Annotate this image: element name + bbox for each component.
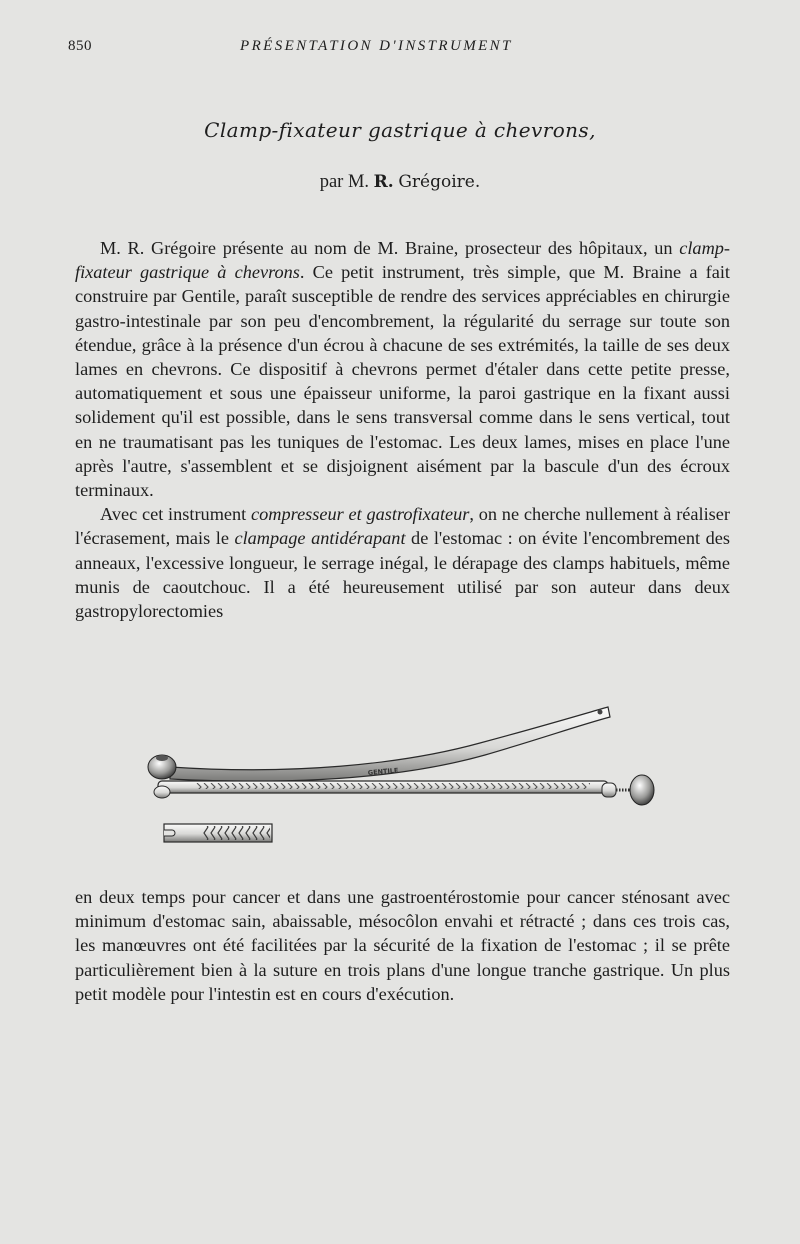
text-run: M. R. Grégoire présente au nom de M. Braine, prosecteur des hôpitaux, un	[100, 238, 680, 258]
article-title: Clamp-fixateur gastrique à chevrons,	[204, 118, 596, 142]
text-run: de l'estomac : on évite l'encombrement des anneaux, l'excessive longueur, le serrage inégal, le dérapage des clamps habituels, même munis de caoutchouc. Il a été heureusement utilisé par son auteur dans deux gastropylorectomies	[75, 528, 731, 622]
paragraph-2	[75, 502, 730, 623]
engraved-mark: GENTILE	[367, 766, 399, 777]
byline	[0, 172, 800, 193]
author-initial: R.	[373, 172, 394, 192]
clamp-illustration	[140, 695, 660, 855]
paragraph-3: en deux temps pour cancer et dans une gastroentérostomie pour cancer sténosant avec minimum d'estomac sain, abaissable, mésocôlon envahi et rétracté ; dans ces trois cas, les manœuvres ont été facilitées par la sécurité de la fixation de l'estomac ; il se prête particulièrement bien à la suture en trois plans d'une longue tranche gastrique. Un plus petit modèle pour l'intestin est en cours d'exécution.	[75, 887, 730, 1004]
text-run: , on ne cherche nullement à réaliser l'écrasement, mais le	[75, 504, 730, 549]
byline-prefix: par M.	[319, 172, 370, 192]
author-surname: Grégoire.	[398, 172, 481, 192]
text-run: . Ce petit instrument, très simple, que M. Braine a fait construire par Gentile, paraît susceptible de rendre des services appréciables en chirurgie gastro-intestinale par son peu d'encombrement, la régularité du serrage sur toute son étendue, grâce à la présence d'un écrou à chacune de ses extrémités, la taille de ses deux lames en chevrons. Ce dispositif à chevrons permet d'étaler dans cette petite presse, automatiquement et sous une épaisseur uniforme, la paroi gastrique en la fixant aussi solidement qu'il est possible, dans le sens transversal comme dans le sens vertical, tout en ne traumatisant pas les tuniques de l'estomac. Les deux lames, mises en place l'une après l'autre, s'assemblent et se disjoignent aisément par la bascule d'un des écroux terminaux.	[75, 262, 730, 501]
italic-term: compresseur et gastrofixateur	[251, 504, 470, 525]
paragraph-1	[75, 236, 730, 502]
instrument-figure	[140, 695, 660, 855]
page-number: 850	[68, 38, 92, 54]
body-text-lower	[75, 885, 730, 1006]
text-run: Avec cet instrument	[100, 504, 252, 525]
italic-instrument-name: clamp-fixateur gastrique à chevrons	[75, 238, 730, 283]
italic-term: clampage antidérapant	[234, 528, 406, 549]
body-text-upper	[75, 236, 730, 623]
running-head: PRÉSENTATION D'INSTRUMENT	[240, 38, 513, 54]
